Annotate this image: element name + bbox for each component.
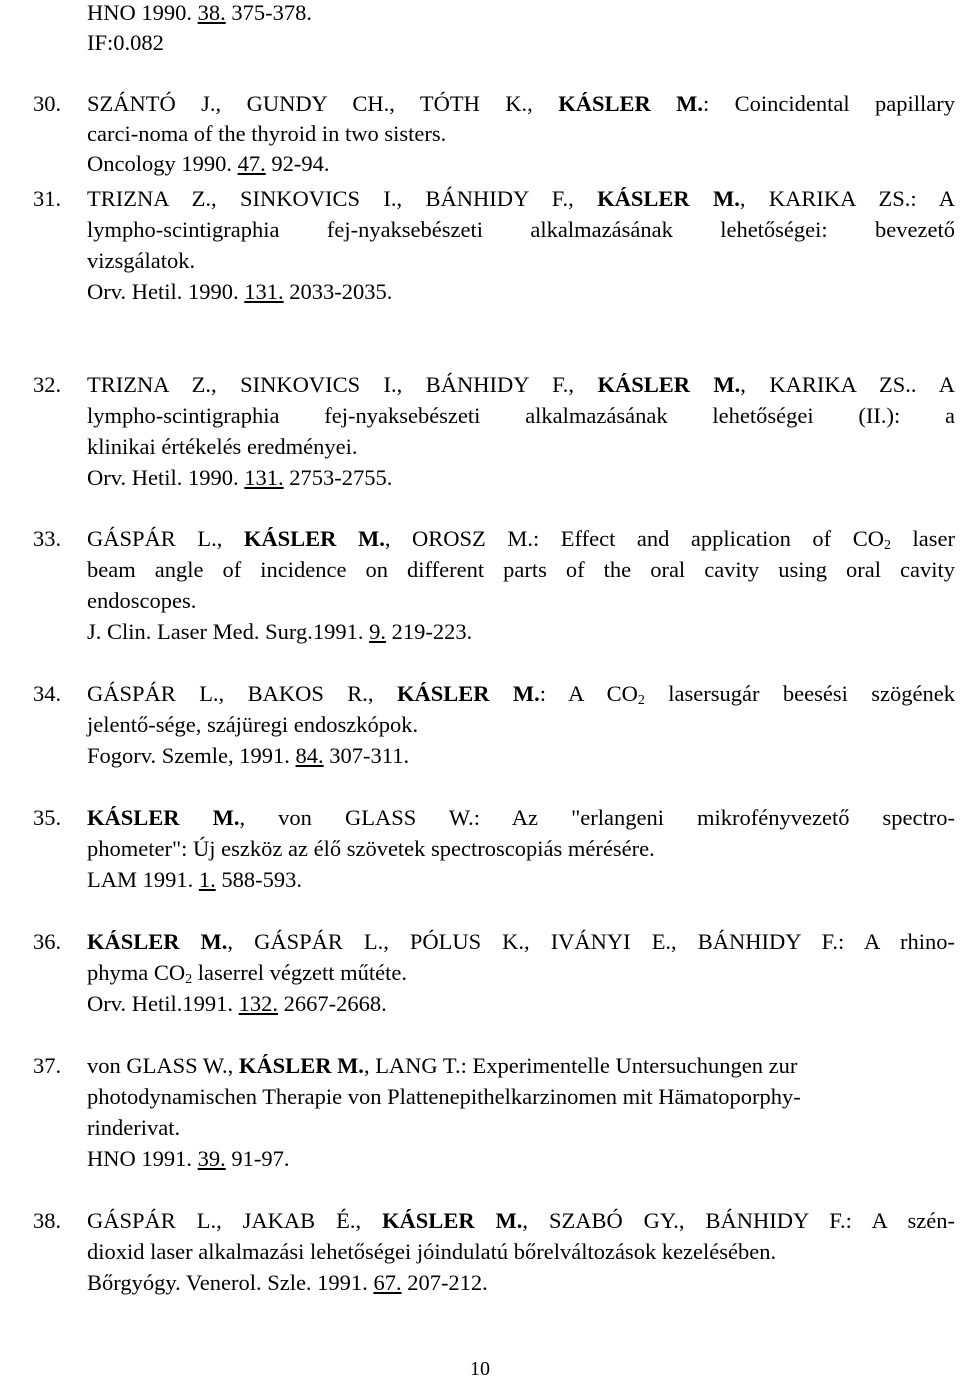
entry-authors-line: GÁSPÁR L., BAKOS R., KÁSLER M.: A $CO_2$ lasersugár beesési szögének bbox=[87, 681, 956, 708]
highlighted-author: KÁSLER M. bbox=[558, 91, 703, 116]
page-number: 10 bbox=[470, 1358, 490, 1380]
entry-number: 34. bbox=[33, 681, 62, 706]
entry-number: 31. bbox=[33, 186, 62, 211]
citation-line: Orv. Hetil.1991. 132. 2667-2668. bbox=[87, 991, 387, 1016]
citation-line: Bőrgyógy. Venerol. Szle. 1991. 67. 207-212. bbox=[87, 1270, 488, 1295]
entry-number: 37. bbox=[33, 1053, 62, 1078]
entry-title-line: dioxid laser alkalmazási lehetőségei jóindulatú bőrelváltozások kezelésében. bbox=[87, 1239, 777, 1264]
volume-number: 9. bbox=[369, 619, 386, 644]
citation-line: Orv. Hetil. 1990. 131. 2753-2755. bbox=[87, 465, 393, 490]
entry-number: 32. bbox=[33, 372, 62, 397]
entry-title-line: jelentő-sége, szájüregi endoszkópok. bbox=[87, 712, 419, 737]
volume-number: 131. bbox=[244, 465, 284, 490]
entry-title-line: endoscopes. bbox=[87, 588, 197, 613]
impact-factor: IF:0.082 bbox=[87, 30, 164, 55]
entry-authors-line: KÁSLER M., GÁSPÁR L., PÓLUS K., IVÁNYI E., BÁNHIDY F.: A rhino- bbox=[87, 929, 956, 954]
highlighted-author: KÁSLER M. bbox=[87, 805, 240, 830]
citation-line: Orv. Hetil. 1990. 131. 2033-2035. bbox=[87, 279, 393, 304]
entry-authors-line: GÁSPÁR L., KÁSLER M., OROSZ M.: Effect and application of $CO_2$ laser bbox=[87, 526, 955, 553]
entry-number: 35. bbox=[33, 805, 62, 830]
citation-line: HNO 1991. 39. 91-97. bbox=[87, 1146, 290, 1171]
entry-title-line: carci-noma of the thyroid in two sisters. bbox=[87, 121, 447, 146]
highlighted-author: KÁSLER M. bbox=[87, 929, 228, 954]
highlighted-author: KÁSLER M. bbox=[597, 186, 740, 211]
volume-number: 132. bbox=[238, 991, 279, 1016]
entry-title-line: photodynamischen Therapie von Plattenepithelkarzinomen mit Hämatoporphy- bbox=[87, 1084, 801, 1109]
volume-number: 84. bbox=[295, 743, 324, 768]
entry-authors-line: von GLASS W., KÁSLER M., LANG T.: Experimentelle Untersuchungen zur bbox=[87, 1053, 798, 1078]
entry-title-line: phyma $CO_2$ laserrel végzett műtéte. bbox=[87, 960, 408, 987]
entry-authors-line: GÁSPÁR L., JAKAB É., KÁSLER M., SZABÓ GY., BÁNHIDY F.: A szén- bbox=[87, 1208, 956, 1233]
citation-line: Fogorv. Szemle, 1991. 84. 307-311. bbox=[87, 743, 410, 768]
entry-number: 30. bbox=[33, 91, 62, 116]
entry-authors-line: TRIZNA Z., SINKOVICS I., BÁNHIDY F., KÁSLER M., KARIKA ZS.: A bbox=[87, 186, 955, 211]
entry-authors-line: TRIZNA Z., SINKOVICS I., BÁNHIDY F., KÁSLER M., KARIKA ZS.. A bbox=[87, 372, 955, 397]
volume-number: 1. bbox=[198, 867, 216, 892]
citation-line: Oncology 1990. 47. 92-94. bbox=[87, 151, 330, 176]
highlighted-author: KÁSLER M. bbox=[243, 526, 385, 551]
entry-authors-line: SZÁNTÓ J., GUNDY CH., TÓTH K., KÁSLER M.: Coincidental papillary bbox=[87, 91, 955, 116]
volume-number: 38. bbox=[197, 0, 226, 25]
entry-title-line: lympho-scintigraphia fej-nyaksebészeti alkalmazásának lehetőségei: bevezető bbox=[87, 217, 955, 242]
highlighted-author: KÁSLER M. bbox=[597, 372, 741, 397]
volume-number: 131. bbox=[244, 279, 284, 304]
entry-title-line: lympho-scintigraphia fej-nyaksebészeti alkalmazásának lehetőségei (II.): a bbox=[87, 403, 955, 428]
entry-number: 33. bbox=[33, 526, 62, 551]
entry-authors-line: KÁSLER M., von GLASS W.: Az "erlangeni mikrofényvezető spectro- bbox=[87, 805, 956, 830]
highlighted-author: KÁSLER M. bbox=[238, 1053, 364, 1078]
entry-title-line: klinikai értékelés eredményei. bbox=[87, 434, 358, 459]
entry-title-line: beam angle of incidence on different parts of the oral cavity using oral cavity bbox=[87, 557, 955, 582]
highlighted-author: KÁSLER M. bbox=[396, 681, 540, 706]
entry-title-line: phometer": Új eszköz az élő szövetek spectroscopiás mérésére. bbox=[87, 836, 655, 861]
volume-number: 67. bbox=[373, 1270, 402, 1295]
entry-title-line: vizsgálatok. bbox=[87, 248, 196, 273]
entry-number: 38. bbox=[33, 1208, 62, 1233]
citation-line: J. Clin. Laser Med. Surg.1991. 9. 219-223. bbox=[87, 619, 473, 644]
entry-title-line: rinderivat. bbox=[87, 1115, 181, 1140]
citation-line: HNO 1990. 38. 375-378. bbox=[87, 0, 312, 25]
volume-number: 39. bbox=[197, 1146, 226, 1171]
entry-number: 36. bbox=[33, 929, 62, 954]
volume-number: 47. bbox=[237, 151, 266, 176]
highlighted-author: KÁSLER M. bbox=[382, 1208, 523, 1233]
citation-line: LAM 1991. 1. 588-593. bbox=[87, 867, 302, 892]
